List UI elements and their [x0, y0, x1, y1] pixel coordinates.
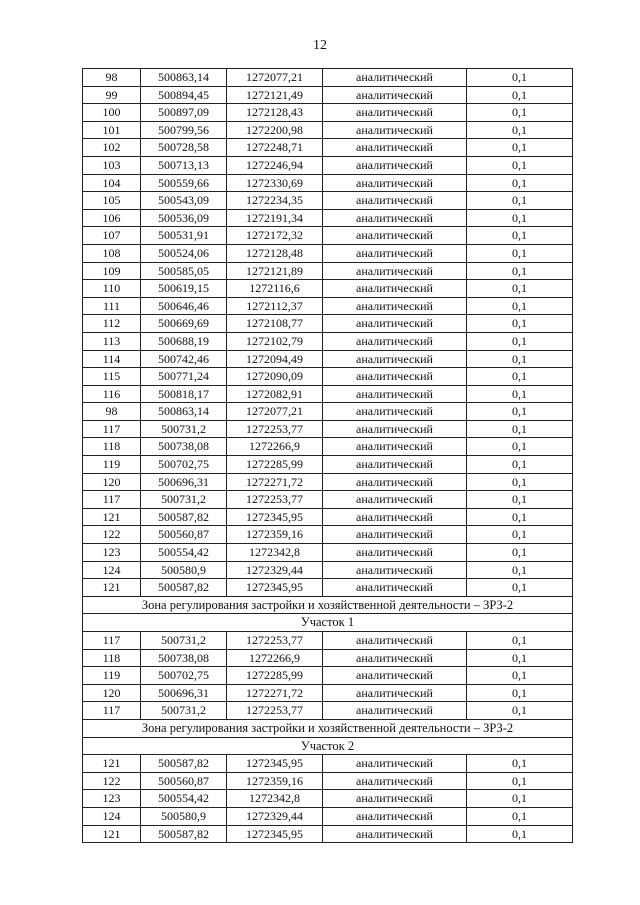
- table-row: [83, 368, 573, 386]
- y-coordinate-cell: 1272253,77: [227, 491, 323, 509]
- method-cell: аналитический: [323, 632, 467, 650]
- coordinates-table-body: [83, 69, 573, 843]
- x-coordinate-cell: 500696,31: [141, 684, 227, 702]
- table-row: [83, 262, 573, 280]
- table-row: [83, 86, 573, 104]
- method-cell: аналитический: [323, 561, 467, 579]
- method-cell: аналитический: [323, 667, 467, 685]
- x-coordinate-cell: 500587,82: [141, 755, 227, 773]
- section-subtitle-row: [83, 737, 573, 755]
- point-number-cell: 121: [83, 755, 141, 773]
- x-coordinate-cell: 500863,14: [141, 403, 227, 421]
- accuracy-cell: 0,1: [467, 69, 573, 87]
- accuracy-cell: 0,1: [467, 86, 573, 104]
- point-number-cell: 120: [83, 684, 141, 702]
- table-row: [83, 544, 573, 562]
- y-coordinate-cell: 1272253,77: [227, 420, 323, 438]
- y-coordinate-cell: 1272285,99: [227, 667, 323, 685]
- accuracy-cell: 0,1: [467, 209, 573, 227]
- method-cell: аналитический: [323, 244, 467, 262]
- method-cell: аналитический: [323, 807, 467, 825]
- method-cell: аналитический: [323, 139, 467, 157]
- table-row: [83, 772, 573, 790]
- point-number-cell: 115: [83, 368, 141, 386]
- y-coordinate-cell: 1272330,69: [227, 174, 323, 192]
- point-number-cell: 114: [83, 350, 141, 368]
- x-coordinate-cell: 500536,09: [141, 209, 227, 227]
- point-number-cell: 122: [83, 772, 141, 790]
- y-coordinate-cell: 1272094,49: [227, 350, 323, 368]
- y-coordinate-cell: 1272345,95: [227, 579, 323, 597]
- table-row: [83, 684, 573, 702]
- accuracy-cell: 0,1: [467, 544, 573, 562]
- method-cell: аналитический: [323, 192, 467, 210]
- method-cell: аналитический: [323, 86, 467, 104]
- accuracy-cell: 0,1: [467, 526, 573, 544]
- point-number-cell: 121: [83, 579, 141, 597]
- accuracy-cell: 0,1: [467, 104, 573, 122]
- point-number-cell: 104: [83, 174, 141, 192]
- table-row: [83, 104, 573, 122]
- y-coordinate-cell: 1272128,48: [227, 244, 323, 262]
- table-row: [83, 579, 573, 597]
- accuracy-cell: 0,1: [467, 192, 573, 210]
- accuracy-cell: 0,1: [467, 297, 573, 315]
- y-coordinate-cell: 1272253,77: [227, 632, 323, 650]
- table-row: [83, 192, 573, 210]
- accuracy-cell: 0,1: [467, 227, 573, 245]
- point-number-cell: 116: [83, 385, 141, 403]
- x-coordinate-cell: 500587,82: [141, 579, 227, 597]
- accuracy-cell: 0,1: [467, 649, 573, 667]
- accuracy-cell: 0,1: [467, 491, 573, 509]
- point-number-cell: 118: [83, 438, 141, 456]
- x-coordinate-cell: 500543,09: [141, 192, 227, 210]
- method-cell: аналитический: [323, 156, 467, 174]
- y-coordinate-cell: 1272121,49: [227, 86, 323, 104]
- x-coordinate-cell: 500731,2: [141, 702, 227, 720]
- x-coordinate-cell: 500771,24: [141, 368, 227, 386]
- coordinates-table: [82, 68, 573, 843]
- table-row: [83, 350, 573, 368]
- table-row: [83, 438, 573, 456]
- point-number-cell: 98: [83, 69, 141, 87]
- method-cell: аналитический: [323, 508, 467, 526]
- y-coordinate-cell: 1272253,77: [227, 702, 323, 720]
- y-coordinate-cell: 1272271,72: [227, 684, 323, 702]
- method-cell: аналитический: [323, 438, 467, 456]
- method-cell: аналитический: [323, 420, 467, 438]
- accuracy-cell: 0,1: [467, 156, 573, 174]
- method-cell: аналитический: [323, 403, 467, 421]
- table-row: [83, 790, 573, 808]
- x-coordinate-cell: 500560,87: [141, 772, 227, 790]
- accuracy-cell: 0,1: [467, 702, 573, 720]
- method-cell: аналитический: [323, 526, 467, 544]
- method-cell: аналитический: [323, 280, 467, 298]
- y-coordinate-cell: 1272191,34: [227, 209, 323, 227]
- y-coordinate-cell: 1272108,77: [227, 315, 323, 333]
- section-subtitle-row: [83, 614, 573, 632]
- method-cell: аналитический: [323, 649, 467, 667]
- table-row: [83, 297, 573, 315]
- y-coordinate-cell: 1272121,89: [227, 262, 323, 280]
- x-coordinate-cell: 500580,9: [141, 807, 227, 825]
- y-coordinate-cell: 1272172,32: [227, 227, 323, 245]
- x-coordinate-cell: 500818,17: [141, 385, 227, 403]
- point-number-cell: 118: [83, 649, 141, 667]
- x-coordinate-cell: 500619,15: [141, 280, 227, 298]
- accuracy-cell: 0,1: [467, 438, 573, 456]
- method-cell: аналитический: [323, 544, 467, 562]
- x-coordinate-cell: 500897,09: [141, 104, 227, 122]
- table-row: [83, 280, 573, 298]
- accuracy-cell: 0,1: [467, 825, 573, 843]
- method-cell: аналитический: [323, 332, 467, 350]
- method-cell: аналитический: [323, 825, 467, 843]
- point-number-cell: 124: [83, 807, 141, 825]
- method-cell: аналитический: [323, 702, 467, 720]
- table-row: [83, 121, 573, 139]
- y-coordinate-cell: 1272342,8: [227, 790, 323, 808]
- point-number-cell: 117: [83, 702, 141, 720]
- y-coordinate-cell: 1272112,37: [227, 297, 323, 315]
- x-coordinate-cell: 500646,46: [141, 297, 227, 315]
- x-coordinate-cell: 500738,08: [141, 649, 227, 667]
- method-cell: аналитический: [323, 491, 467, 509]
- method-cell: аналитический: [323, 69, 467, 87]
- point-number-cell: 102: [83, 139, 141, 157]
- y-coordinate-cell: 1272116,6: [227, 280, 323, 298]
- table-row: [83, 69, 573, 87]
- point-number-cell: 112: [83, 315, 141, 333]
- x-coordinate-cell: 500863,14: [141, 69, 227, 87]
- point-number-cell: 119: [83, 456, 141, 474]
- section-title: Зона регулирования застройки и хозяйственной деятельности – ЗРЗ-2: [83, 719, 573, 737]
- point-number-cell: 124: [83, 561, 141, 579]
- x-coordinate-cell: 500531,91: [141, 227, 227, 245]
- section-title-row: [83, 596, 573, 614]
- point-number-cell: 121: [83, 825, 141, 843]
- table-row: [83, 227, 573, 245]
- point-number-cell: 100: [83, 104, 141, 122]
- table-row: [83, 174, 573, 192]
- accuracy-cell: 0,1: [467, 315, 573, 333]
- x-coordinate-cell: 500702,75: [141, 667, 227, 685]
- table-row: [83, 156, 573, 174]
- point-number-cell: 109: [83, 262, 141, 280]
- y-coordinate-cell: 1272090,09: [227, 368, 323, 386]
- x-coordinate-cell: 500731,2: [141, 491, 227, 509]
- point-number-cell: 121: [83, 508, 141, 526]
- table-row: [83, 385, 573, 403]
- point-number-cell: 119: [83, 667, 141, 685]
- y-coordinate-cell: 1272200,98: [227, 121, 323, 139]
- method-cell: аналитический: [323, 473, 467, 491]
- point-number-cell: 99: [83, 86, 141, 104]
- accuracy-cell: 0,1: [467, 403, 573, 421]
- table-row: [83, 702, 573, 720]
- y-coordinate-cell: 1272285,99: [227, 456, 323, 474]
- accuracy-cell: 0,1: [467, 121, 573, 139]
- table-row: [83, 332, 573, 350]
- y-coordinate-cell: 1272271,72: [227, 473, 323, 491]
- x-coordinate-cell: 500585,05: [141, 262, 227, 280]
- table-row: [83, 508, 573, 526]
- method-cell: аналитический: [323, 104, 467, 122]
- x-coordinate-cell: 500696,31: [141, 473, 227, 491]
- accuracy-cell: 0,1: [467, 385, 573, 403]
- x-coordinate-cell: 500728,58: [141, 139, 227, 157]
- table-row: [83, 825, 573, 843]
- table-row: [83, 526, 573, 544]
- x-coordinate-cell: 500587,82: [141, 508, 227, 526]
- accuracy-cell: 0,1: [467, 174, 573, 192]
- x-coordinate-cell: 500554,42: [141, 790, 227, 808]
- point-number-cell: 108: [83, 244, 141, 262]
- section-subtitle: Участок 2: [83, 737, 573, 755]
- point-number-cell: 117: [83, 632, 141, 650]
- accuracy-cell: 0,1: [467, 244, 573, 262]
- method-cell: аналитический: [323, 262, 467, 280]
- y-coordinate-cell: 1272345,95: [227, 825, 323, 843]
- point-number-cell: 105: [83, 192, 141, 210]
- point-number-cell: 120: [83, 473, 141, 491]
- table-row: [83, 209, 573, 227]
- x-coordinate-cell: 500799,56: [141, 121, 227, 139]
- method-cell: аналитический: [323, 368, 467, 386]
- method-cell: аналитический: [323, 315, 467, 333]
- table-row: [83, 403, 573, 421]
- method-cell: аналитический: [323, 209, 467, 227]
- table-row: [83, 456, 573, 474]
- y-coordinate-cell: 1272102,79: [227, 332, 323, 350]
- accuracy-cell: 0,1: [467, 579, 573, 597]
- accuracy-cell: 0,1: [467, 280, 573, 298]
- accuracy-cell: 0,1: [467, 420, 573, 438]
- y-coordinate-cell: 1272077,21: [227, 403, 323, 421]
- x-coordinate-cell: 500669,69: [141, 315, 227, 333]
- method-cell: аналитический: [323, 755, 467, 773]
- table-row: [83, 244, 573, 262]
- accuracy-cell: 0,1: [467, 790, 573, 808]
- table-row: [83, 755, 573, 773]
- point-number-cell: 123: [83, 544, 141, 562]
- accuracy-cell: 0,1: [467, 508, 573, 526]
- method-cell: аналитический: [323, 121, 467, 139]
- y-coordinate-cell: 1272359,16: [227, 772, 323, 790]
- x-coordinate-cell: 500688,19: [141, 332, 227, 350]
- point-number-cell: 98: [83, 403, 141, 421]
- page-number: 12: [313, 38, 327, 53]
- accuracy-cell: 0,1: [467, 456, 573, 474]
- table-row: [83, 649, 573, 667]
- y-coordinate-cell: 1272345,95: [227, 755, 323, 773]
- x-coordinate-cell: 500580,9: [141, 561, 227, 579]
- y-coordinate-cell: 1272266,9: [227, 649, 323, 667]
- x-coordinate-cell: 500713,13: [141, 156, 227, 174]
- x-coordinate-cell: 500742,46: [141, 350, 227, 368]
- accuracy-cell: 0,1: [467, 561, 573, 579]
- accuracy-cell: 0,1: [467, 473, 573, 491]
- point-number-cell: 123: [83, 790, 141, 808]
- x-coordinate-cell: 500702,75: [141, 456, 227, 474]
- accuracy-cell: 0,1: [467, 772, 573, 790]
- point-number-cell: 117: [83, 491, 141, 509]
- accuracy-cell: 0,1: [467, 262, 573, 280]
- accuracy-cell: 0,1: [467, 368, 573, 386]
- accuracy-cell: 0,1: [467, 667, 573, 685]
- section-subtitle: Участок 1: [83, 614, 573, 632]
- y-coordinate-cell: 1272248,71: [227, 139, 323, 157]
- accuracy-cell: 0,1: [467, 350, 573, 368]
- method-cell: аналитический: [323, 684, 467, 702]
- y-coordinate-cell: 1272359,16: [227, 526, 323, 544]
- point-number-cell: 110: [83, 280, 141, 298]
- section-title-row: [83, 719, 573, 737]
- y-coordinate-cell: 1272329,44: [227, 807, 323, 825]
- x-coordinate-cell: 500738,08: [141, 438, 227, 456]
- table-row: [83, 807, 573, 825]
- accuracy-cell: 0,1: [467, 632, 573, 650]
- y-coordinate-cell: 1272246,94: [227, 156, 323, 174]
- method-cell: аналитический: [323, 456, 467, 474]
- point-number-cell: 122: [83, 526, 141, 544]
- table-row: [83, 561, 573, 579]
- y-coordinate-cell: 1272128,43: [227, 104, 323, 122]
- table-row: [83, 139, 573, 157]
- table-row: [83, 473, 573, 491]
- x-coordinate-cell: 500524,06: [141, 244, 227, 262]
- method-cell: аналитический: [323, 385, 467, 403]
- x-coordinate-cell: 500559,66: [141, 174, 227, 192]
- point-number-cell: 111: [83, 297, 141, 315]
- x-coordinate-cell: 500731,2: [141, 420, 227, 438]
- x-coordinate-cell: 500560,87: [141, 526, 227, 544]
- table-row: [83, 420, 573, 438]
- section-title: Зона регулирования застройки и хозяйственной деятельности – ЗРЗ-2: [83, 596, 573, 614]
- point-number-cell: 113: [83, 332, 141, 350]
- point-number-cell: 117: [83, 420, 141, 438]
- point-number-cell: 103: [83, 156, 141, 174]
- y-coordinate-cell: 1272082,91: [227, 385, 323, 403]
- accuracy-cell: 0,1: [467, 755, 573, 773]
- accuracy-cell: 0,1: [467, 807, 573, 825]
- method-cell: аналитический: [323, 772, 467, 790]
- y-coordinate-cell: 1272342,8: [227, 544, 323, 562]
- accuracy-cell: 0,1: [467, 332, 573, 350]
- accuracy-cell: 0,1: [467, 684, 573, 702]
- y-coordinate-cell: 1272345,95: [227, 508, 323, 526]
- y-coordinate-cell: 1272266,9: [227, 438, 323, 456]
- x-coordinate-cell: 500731,2: [141, 632, 227, 650]
- method-cell: аналитический: [323, 174, 467, 192]
- method-cell: аналитический: [323, 579, 467, 597]
- point-number-cell: 101: [83, 121, 141, 139]
- table-row: [83, 632, 573, 650]
- accuracy-cell: 0,1: [467, 139, 573, 157]
- table-row: [83, 667, 573, 685]
- table-row: [83, 491, 573, 509]
- point-number-cell: 106: [83, 209, 141, 227]
- method-cell: аналитический: [323, 227, 467, 245]
- x-coordinate-cell: 500587,82: [141, 825, 227, 843]
- point-number-cell: 107: [83, 227, 141, 245]
- method-cell: аналитический: [323, 790, 467, 808]
- x-coordinate-cell: 500554,42: [141, 544, 227, 562]
- x-coordinate-cell: 500894,45: [141, 86, 227, 104]
- y-coordinate-cell: 1272329,44: [227, 561, 323, 579]
- method-cell: аналитический: [323, 297, 467, 315]
- method-cell: аналитический: [323, 350, 467, 368]
- table-row: [83, 315, 573, 333]
- y-coordinate-cell: 1272234,35: [227, 192, 323, 210]
- y-coordinate-cell: 1272077,21: [227, 69, 323, 87]
